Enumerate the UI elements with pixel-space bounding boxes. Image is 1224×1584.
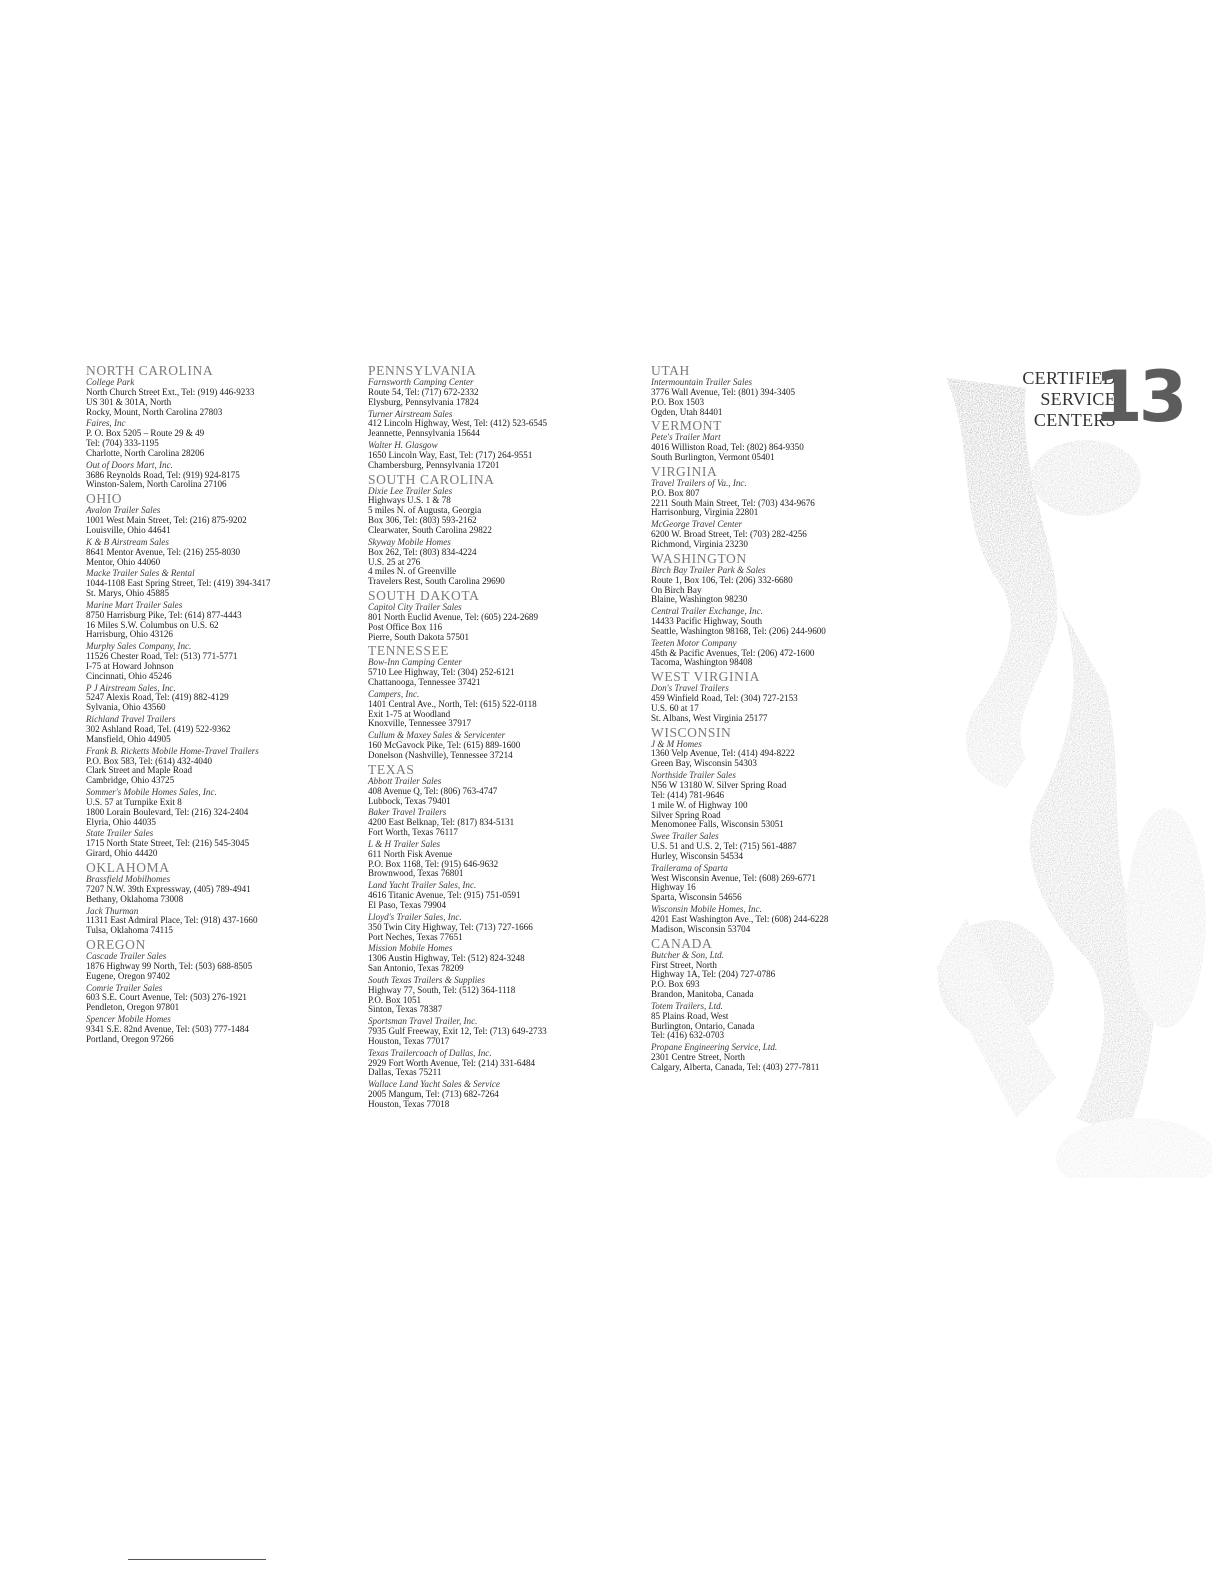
dealer-entry xyxy=(86,378,331,417)
dealer-address-line: P.O. Box 807 xyxy=(651,487,700,498)
state-section xyxy=(651,419,896,463)
dealer-address-line: Route 54, Tel: (717) 672-2332 xyxy=(368,386,479,397)
dealer-address-line: Lubbock, Texas 79401 xyxy=(368,795,451,806)
dealer-name: Travel Trailers of Va., Inc. xyxy=(651,477,747,488)
state-section xyxy=(368,364,613,471)
dealer-address-line: On Birch Bay xyxy=(651,584,702,595)
dealer-entry xyxy=(368,690,613,729)
state-heading: OREGON xyxy=(86,937,146,953)
dealer-address-line: Eugene, Oregon 97402 xyxy=(86,970,171,981)
dealer-entry xyxy=(651,433,896,463)
dealer-address-line: Tel: (704) 333-1195 xyxy=(86,438,159,449)
dealer-address-line: 1401 Central Ave., North, Tel: (615) 522-0118 xyxy=(368,698,537,709)
dealer-address-line: Tel: (414) 781-9646 xyxy=(651,789,725,800)
dealer-address-line: N56 W 13180 W. Silver Spring Road xyxy=(651,780,787,790)
dealer-name: K & B Airstream Sales xyxy=(86,536,169,547)
dealer-address-line: Houston, Texas 77018 xyxy=(368,1099,450,1109)
dealer-entry xyxy=(86,601,331,640)
dealer-address-line: Clark Street and Maple Road xyxy=(86,765,193,776)
dealer-name: Comrie Trailer Sales xyxy=(86,982,163,993)
state-heading: CANADA xyxy=(651,935,713,951)
dealer-address-line: 1715 North State Street, Tel: (216) 545-3045 xyxy=(86,838,250,849)
dealer-entry xyxy=(651,639,896,669)
dealer-address-line: Harrisonburg, Virginia 22801 xyxy=(651,507,759,518)
dealer-name: Bow-Inn Camping Center xyxy=(368,657,462,668)
dealer-address-line: Menomonee Falls, Wisconsin 53051 xyxy=(651,819,784,830)
dealer-name: Land Yacht Trailer Sales, Inc. xyxy=(368,880,477,891)
dealer-address-line: Brownwood, Texas 76801 xyxy=(368,868,464,879)
state-heading: OHIO xyxy=(86,491,123,507)
dealer-name: Turner Airstream Sales xyxy=(368,408,453,419)
cover-title-line: CERTIFIED xyxy=(1022,368,1116,388)
dealer-name: Out of Doors Mart, Inc. xyxy=(86,459,173,470)
state-section xyxy=(86,492,331,859)
dealer-name: Jack Thurman xyxy=(86,905,139,916)
dealer-entry xyxy=(368,538,613,587)
dealer-name: Murphy Sales Company, Inc. xyxy=(86,641,192,652)
dealer-name: Faires, Inc xyxy=(86,418,126,429)
dealer-address-line: 4200 East Belknap, Tel: (817) 834-5131 xyxy=(368,817,515,828)
state-section xyxy=(368,763,613,1110)
dealer-entry xyxy=(86,569,331,599)
dealer-address-line: 2301 Centre Street, North xyxy=(651,1052,745,1063)
dealer-name: Macke Trailer Sales & Rental xyxy=(86,568,195,579)
state-section xyxy=(86,938,331,1045)
dealer-name: Butcher & Son, Ltd. xyxy=(651,949,724,960)
dealer-address-line: 9341 S.E. 82nd Avenue, Tel: (503) 777-1484 xyxy=(86,1023,249,1034)
dealer-address-line: 4616 Titanic Avenue, Tel: (915) 751-0591 xyxy=(368,890,521,901)
dealer-address-line: U.S. 57 at Turnpike Exit 8 xyxy=(86,796,182,807)
dealer-name: Propane Engineering Service, Ltd. xyxy=(651,1042,778,1053)
dealer-address-line: Blaine, Washington 98230 xyxy=(651,594,748,605)
state-section xyxy=(368,473,613,587)
dealer-name: Northside Trailer Sales xyxy=(651,770,736,781)
dealer-entry xyxy=(368,378,613,408)
dealer-address-line: St. Marys, Ohio 45885 xyxy=(86,588,170,599)
footer-rule xyxy=(128,1559,266,1560)
dealer-entry xyxy=(368,487,613,536)
dealer-address-line: Chattanooga, Tennessee 37421 xyxy=(368,677,481,688)
dealer-entry xyxy=(651,479,896,518)
dealer-entry xyxy=(368,976,613,1015)
dealer-address-line: Fort Worth, Texas 76117 xyxy=(368,827,458,838)
dealer-address-line: 1 mile W. of Highway 100 xyxy=(651,799,748,810)
dealer-address-line: U.S. 25 at 276 xyxy=(368,556,421,567)
dealer-address-line: 3776 Wall Avenue, Tel: (801) 394-3405 xyxy=(651,386,796,397)
dealer-address-line: 2211 South Main Street, Tel: (703) 434-9676 xyxy=(651,497,815,508)
dealer-entry xyxy=(368,944,613,974)
state-heading: VIRGINIA xyxy=(651,463,718,479)
stippled-artwork xyxy=(936,358,1212,1178)
dealer-entry xyxy=(86,684,331,714)
dealer-name: Spencer Mobile Homes xyxy=(86,1014,171,1025)
dealer-entry xyxy=(368,777,613,807)
dealer-name: Central Trailer Exchange, Inc. xyxy=(651,606,763,617)
state-heading: TENNESSEE xyxy=(368,643,450,659)
dealer-address-line: Tulsa, Oklahoma 74115 xyxy=(86,925,173,936)
dealer-address-line: Highway 77, South, Tel: (512) 364-1118 xyxy=(368,984,516,995)
dealer-address-line: 459 Winfield Road, Tel: (304) 727-2153 xyxy=(651,693,798,704)
dealer-entry xyxy=(86,875,331,905)
dealer-address-line: Rocky, Mount, North Carolina 27803 xyxy=(86,406,223,417)
dealer-address-line: 2929 Fort Worth Avenue, Tel: (214) 331-6484 xyxy=(368,1057,536,1068)
dealer-entry xyxy=(651,951,896,1000)
state-heading: SOUTH DAKOTA xyxy=(368,588,480,604)
dealer-entry xyxy=(368,881,613,911)
dealer-entry xyxy=(651,1043,896,1073)
dealer-address-line: Highway 1A, Tel: (204) 727-0786 xyxy=(651,969,776,980)
state-heading: WEST VIRGINIA xyxy=(651,669,760,685)
dealer-address-line: Tel: (416) 632-0703 xyxy=(651,1030,725,1041)
state-section xyxy=(368,644,613,760)
dealer-address-line: Sinton, Texas 78387 xyxy=(368,1004,443,1015)
dealer-entry xyxy=(86,642,331,681)
dealer-address-line: Brandon, Manitoba, Canada xyxy=(651,989,754,1000)
dealer-address-line: Cincinnati, Ohio 45246 xyxy=(86,670,172,681)
dealer-entry xyxy=(651,905,896,935)
chapter-number: 13 xyxy=(1094,358,1184,438)
dealer-address-line: 4016 Williston Road, Tel: (802) 864-9350 xyxy=(651,442,804,453)
dealer-entry xyxy=(86,829,331,859)
dealer-name: Don's Travel Trailers xyxy=(651,683,729,694)
dealer-address-line: Cambridge, Ohio 43725 xyxy=(86,775,175,786)
dealer-name: Trailerama of Sparta xyxy=(651,862,728,873)
dealer-entry xyxy=(86,984,331,1014)
dealer-address-line: Ogden, Utah 84401 xyxy=(651,406,723,417)
cover-panel xyxy=(936,358,1212,1178)
dealer-entry xyxy=(651,1002,896,1041)
state-heading: UTAH xyxy=(651,363,690,378)
dealer-address-line: 1650 Lincoln Way, East, Tel: (717) 264-9551 xyxy=(368,449,533,460)
dealer-address-line: U.S. 51 and U.S. 2, Tel: (715) 561-4887 xyxy=(651,841,797,852)
dealer-name: Avalon Trailer Sales xyxy=(86,505,161,516)
dealer-name: Lloyd's Trailer Sales, Inc. xyxy=(368,911,462,922)
dealer-address-line: Chambersburg, Pennsylvania 17201 xyxy=(368,459,500,470)
dealer-address-line: Mansfield, Ohio 44905 xyxy=(86,733,171,744)
directory-column-2 xyxy=(368,364,613,1112)
dealer-address-line: 85 Plains Road, West xyxy=(651,1010,729,1021)
dealer-address-line: 11526 Chester Road, Tel: (513) 771-5771 xyxy=(86,651,238,662)
dealer-address-line: 4 miles N. of Greenville xyxy=(368,566,457,577)
dealer-address-line: Pierre, South Dakota 57501 xyxy=(368,631,470,642)
dealer-address-line: US 301 & 301A, North xyxy=(86,396,172,407)
dealer-entry xyxy=(368,1017,613,1047)
dealer-address-line: P.O. Box 1168, Tel: (915) 646-9632 xyxy=(368,858,499,869)
dealer-address-line: Route 1, Box 106, Tel: (206) 332-6680 xyxy=(651,574,793,585)
dealer-address-line: U.S. 60 at 17 xyxy=(651,702,699,713)
dealer-address-line: P. O. Box 5205 – Route 29 & 49 xyxy=(86,428,205,439)
dealer-address-line: 1044-1108 East Spring Street, Tel: (419) 394-3417 xyxy=(86,578,271,589)
dealer-address-line: Portland, Oregon 97266 xyxy=(86,1033,174,1044)
state-heading: SOUTH CAROLINA xyxy=(368,471,495,487)
dealer-entry xyxy=(86,1015,331,1045)
dealer-name: Texas Trailercoach of Dallas, Inc. xyxy=(368,1047,492,1058)
dealer-address-line: Sparta, Wisconsin 54656 xyxy=(651,892,742,903)
dealer-address-line: Port Neches, Texas 77651 xyxy=(368,931,463,942)
state-heading: NORTH CAROLINA xyxy=(86,363,214,378)
dealer-name: Richland Travel Trailers xyxy=(86,714,176,725)
dealer-address-line: South Burlington, Vermont 05401 xyxy=(651,452,775,463)
dealer-address-line: 11311 East Admiral Place, Tel: (918) 437-1660 xyxy=(86,915,258,926)
dealer-name: Brassfield Mobilhomes xyxy=(86,873,171,884)
dealer-name: McGeorge Travel Center xyxy=(651,519,743,530)
dealer-address-line: Calgary, Alberta, Canada, Tel: (403) 277-7811 xyxy=(651,1061,820,1072)
dealer-address-line: West Wisconsin Avenue, Tel: (608) 269-6771 xyxy=(651,872,816,883)
dealer-address-line: 5247 Alexis Road, Tel: (419) 882-4129 xyxy=(86,692,229,703)
dealer-address-line: First Street, North xyxy=(651,959,717,970)
dealer-entry xyxy=(86,788,331,827)
dealer-address-line: Knoxville, Tennessee 37917 xyxy=(368,718,471,729)
dealer-address-line: 5 miles N. of Augusta, Georgia xyxy=(368,505,482,516)
dealer-address-line: Charlotte, North Carolina 28206 xyxy=(86,447,205,458)
dealer-address-line: 1800 Lorain Boulevard, Tel: (216) 324-2404 xyxy=(86,806,249,817)
dealer-address-line: 302 Ashland Road, Tel. (419) 522-9362 xyxy=(86,724,231,734)
dealer-entry xyxy=(86,907,331,937)
state-heading: VERMONT xyxy=(651,418,722,434)
dealer-entry xyxy=(368,603,613,642)
dealer-name: Farnsworth Camping Center xyxy=(368,377,474,387)
dealer-address-line: Winston-Salem, North Carolina 27106 xyxy=(86,479,227,490)
dealer-address-line: P.O. Box 1051 xyxy=(368,994,422,1005)
state-section xyxy=(86,364,331,490)
state-section xyxy=(651,364,896,417)
dealer-address-line: 8641 Mentor Avenue, Tel: (216) 255-8030 xyxy=(86,546,241,557)
dealer-entry xyxy=(651,520,896,550)
dealer-address-line: Elyria, Ohio 44035 xyxy=(86,816,156,827)
dealer-address-line: I-75 at Howard Johnson xyxy=(86,660,174,671)
dealer-address-line: P.O. Box 693 xyxy=(651,979,700,990)
dealer-address-line: Harrisburg, Ohio 43126 xyxy=(86,629,173,640)
dealer-entry xyxy=(86,952,331,982)
dealer-address-line: 412 Lincoln Highway, West, Tel: (412) 523-6545 xyxy=(368,418,548,429)
dealer-address-line: Sylvania, Ohio 43560 xyxy=(86,702,166,713)
dealer-name: Pete's Trailer Mart xyxy=(651,432,721,443)
dealer-entry xyxy=(368,1049,613,1079)
dealer-address-line: Louisville, Ohio 44641 xyxy=(86,524,171,535)
dealer-address-line: Mentor, Ohio 44060 xyxy=(86,556,161,567)
state-section xyxy=(651,670,896,723)
dealer-address-line: Post Office Box 116 xyxy=(368,621,443,632)
dealer-name: Birch Bay Trailer Park & Sales xyxy=(651,564,766,575)
dealer-address-line: Green Bay, Wisconsin 54303 xyxy=(651,758,757,769)
dealer-address-line: Dallas, Texas 75211 xyxy=(368,1067,442,1078)
dealer-address-line: Bethany, Oklahoma 73008 xyxy=(86,893,184,904)
cover-title-line: CENTERS xyxy=(1033,410,1116,430)
dealer-name: Wisconsin Mobile Homes, Inc. xyxy=(651,904,762,915)
dealer-entry xyxy=(86,461,331,491)
dealer-name: Mission Mobile Homes xyxy=(368,943,453,954)
dealer-entry xyxy=(86,538,331,568)
dealer-name: Swee Trailer Sales xyxy=(651,831,719,842)
dealer-name: Cullum & Maxey Sales & Servicenter xyxy=(368,730,506,741)
dealer-name: Sommer's Mobile Homes Sales, Inc. xyxy=(86,787,217,798)
dealer-entry xyxy=(368,658,613,688)
dealer-entry xyxy=(651,684,896,723)
dealer-name: Dixie Lee Trailer Sales xyxy=(368,485,453,496)
dealer-name: Sportsman Travel Trailer, Inc. xyxy=(368,1016,478,1027)
dealer-address-line: 7207 N.W. 39th Expressway, (405) 789-4941 xyxy=(86,883,251,894)
dealer-address-line: Donelson (Nashville), Tennessee 37214 xyxy=(368,750,513,760)
dealer-name: State Trailer Sales xyxy=(86,828,154,839)
directory-column-1 xyxy=(86,364,331,1047)
dealer-address-line: Madison, Wisconsin 53704 xyxy=(651,923,751,934)
dealer-address-line: Hurley, Wisconsin 54534 xyxy=(651,850,744,861)
dealer-name: J & M Homes xyxy=(651,738,702,749)
dealer-address-line: 2005 Mangum, Tel: (713) 682-7264 xyxy=(368,1089,499,1100)
state-section xyxy=(368,589,613,642)
dealer-name: Walter H. Glasgow xyxy=(368,440,438,451)
dealer-address-line: 611 North Fisk Avenue xyxy=(368,848,453,859)
dealer-name: Teeten Motor Company xyxy=(651,637,737,648)
dealer-address-line: 8750 Harrisburg Pike, Tel: (614) 877-4443 xyxy=(86,609,242,620)
dealer-address-line: P.O. Box 1503 xyxy=(651,396,705,407)
state-section xyxy=(651,937,896,1073)
cover-title-line: SERVICE xyxy=(1040,389,1116,409)
dealer-entry xyxy=(651,771,896,830)
dealer-name: Frank B. Ricketts Mobile Home-Travel Trailers xyxy=(86,745,259,756)
dealer-address-line: San Antonio, Texas 78209 xyxy=(368,963,464,974)
dealer-entry xyxy=(368,441,613,471)
dealer-address-line: 5710 Lee Highway, Tel: (304) 252-6121 xyxy=(368,667,515,678)
dealer-address-line: 14433 Pacific Highway, South xyxy=(651,616,763,627)
dealer-address-line: 408 Avenue Q, Tel: (806) 763-4747 xyxy=(368,785,498,796)
state-section xyxy=(651,552,896,668)
dealer-entry xyxy=(651,832,896,862)
dealer-entry xyxy=(651,566,896,605)
dealer-entry xyxy=(651,378,896,417)
state-heading: PENNSYLVANIA xyxy=(368,363,477,378)
dealer-address-line: Houston, Texas 77017 xyxy=(368,1035,450,1046)
dealer-address-line: 603 S.E. Court Avenue, Tel: (503) 276-1921 xyxy=(86,992,247,1003)
dealer-address-line: 4201 East Washington Ave., Tel: (608) 244-6228 xyxy=(651,913,829,924)
dealer-address-line: P.O. Box 583, Tel: (614) 432-4040 xyxy=(86,755,213,766)
dealer-address-line: 1360 Velp Avenue, Tel: (414) 494-8222 xyxy=(651,748,795,759)
dealer-address-line: 45th & Pacific Avenues, Tel: (206) 472-1600 xyxy=(651,647,815,658)
dealer-name: Totem Trailers, Ltd. xyxy=(651,1000,723,1011)
dealer-address-line: Burlington, Ontario, Canada xyxy=(651,1020,755,1031)
dealer-address-line: 1876 Highway 99 North, Tel: (503) 688-8505 xyxy=(86,960,253,971)
state-heading: WASHINGTON xyxy=(651,550,747,566)
dealer-address-line: 801 North Euclid Avenue, Tel: (605) 224-2689 xyxy=(368,611,539,622)
dealer-address-line: Silver Spring Road xyxy=(651,809,721,820)
dealer-address-line: 7935 Gulf Freeway, Exit 12, Tel: (713) 649-2733 xyxy=(368,1026,547,1037)
dealer-address-line: North Church Street Ext., Tel: (919) 446-9233 xyxy=(86,386,255,397)
dealer-entry xyxy=(86,715,331,745)
dealer-entry xyxy=(86,419,331,458)
dealer-address-line: Tacoma, Washington 98408 xyxy=(651,657,753,668)
dealer-address-line: Jeannette, Pennsylvania 15644 xyxy=(368,428,480,439)
dealer-name: Capitol City Trailer Sales xyxy=(368,602,462,613)
dealer-name: College Park xyxy=(86,377,135,387)
dealer-address-line: Highway 16 xyxy=(651,882,696,893)
dealer-address-line: Elysburg, Pennsylvania 17824 xyxy=(368,396,479,407)
dealer-name: Baker Travel Trailers xyxy=(368,807,447,818)
dealer-address-line: Seattle, Washington 98168, Tel: (206) 244-9600 xyxy=(651,625,826,636)
dealer-name: P J Airstream Sales, Inc. xyxy=(86,682,176,693)
dealer-address-line: 1306 Austin Highway, Tel: (512) 824-3248 xyxy=(368,953,525,964)
dealer-address-line: Travelers Rest, South Carolina 29690 xyxy=(368,576,505,587)
dealer-address-line: Pendleton, Oregon 97801 xyxy=(86,1002,180,1013)
dealer-address-line: 160 McGavock Pike, Tel: (615) 889-1600 xyxy=(368,740,521,751)
dealer-address-line: Box 306, Tel: (803) 593-2162 xyxy=(368,515,477,526)
dealer-name: Wallace Land Yacht Sales & Service xyxy=(368,1079,500,1090)
directory-column-3 xyxy=(651,364,896,1075)
dealer-entry xyxy=(368,1080,613,1110)
dealer-address-line: Highways U.S. 1 & 78 xyxy=(368,495,451,506)
dealer-entry xyxy=(368,410,613,440)
dealer-name: Abbott Trailer Sales xyxy=(368,775,442,786)
dealer-name: L & H Trailer Sales xyxy=(368,838,441,849)
dealer-name: Marine Mart Trailer Sales xyxy=(86,599,183,610)
dealer-name: Campers, Inc. xyxy=(368,688,420,699)
state-section xyxy=(86,861,331,936)
dealer-entry xyxy=(651,740,896,770)
dealer-address-line: 1001 West Main Street, Tel: (216) 875-9202 xyxy=(86,515,247,526)
dealer-name: Cascade Trailer Sales xyxy=(86,951,167,962)
dealer-entry xyxy=(368,731,613,761)
dealer-entry xyxy=(651,607,896,637)
dealer-entry xyxy=(86,506,331,536)
state-heading: TEXAS xyxy=(368,761,415,777)
state-heading: OKLAHOMA xyxy=(86,859,170,875)
dealer-address-line: Richmond, Virginia 23230 xyxy=(651,538,748,549)
dealer-address-line: 3686 Reynolds Road, Tel: (919) 924-8175 xyxy=(86,469,240,480)
dealer-name: South Texas Trailers & Supplies xyxy=(368,974,485,985)
dealer-address-line: 16 Miles S.W. Columbus on U.S. 62 xyxy=(86,619,219,630)
dealer-entry xyxy=(368,840,613,879)
state-heading: WISCONSIN xyxy=(651,724,732,740)
dealer-entry xyxy=(368,913,613,943)
dealer-address-line: 6200 W. Broad Street, Tel: (703) 282-4256 xyxy=(651,529,807,540)
dealer-address-line: Clearwater, South Carolina 29822 xyxy=(368,524,492,535)
state-section xyxy=(651,726,896,935)
state-section xyxy=(651,465,896,550)
dealer-entry xyxy=(651,864,896,903)
dealer-address-line: El Paso, Texas 79904 xyxy=(368,899,447,910)
dealer-entry xyxy=(86,747,331,786)
dealer-address-line: St. Albans, West Virginia 25177 xyxy=(651,712,768,723)
dealer-address-line: Box 262, Tel: (803) 834-4224 xyxy=(368,546,477,557)
dealer-name: Skyway Mobile Homes xyxy=(368,536,451,547)
dealer-address-line: Girard, Ohio 44420 xyxy=(86,848,158,859)
dealer-address-line: 350 Twin City Highway, Tel: (713) 727-1666 xyxy=(368,921,533,932)
dealer-address-line: Exit 1-75 at Woodland xyxy=(368,708,451,719)
dealer-entry xyxy=(368,808,613,838)
dealer-name: Intermountain Trailer Sales xyxy=(651,377,753,387)
